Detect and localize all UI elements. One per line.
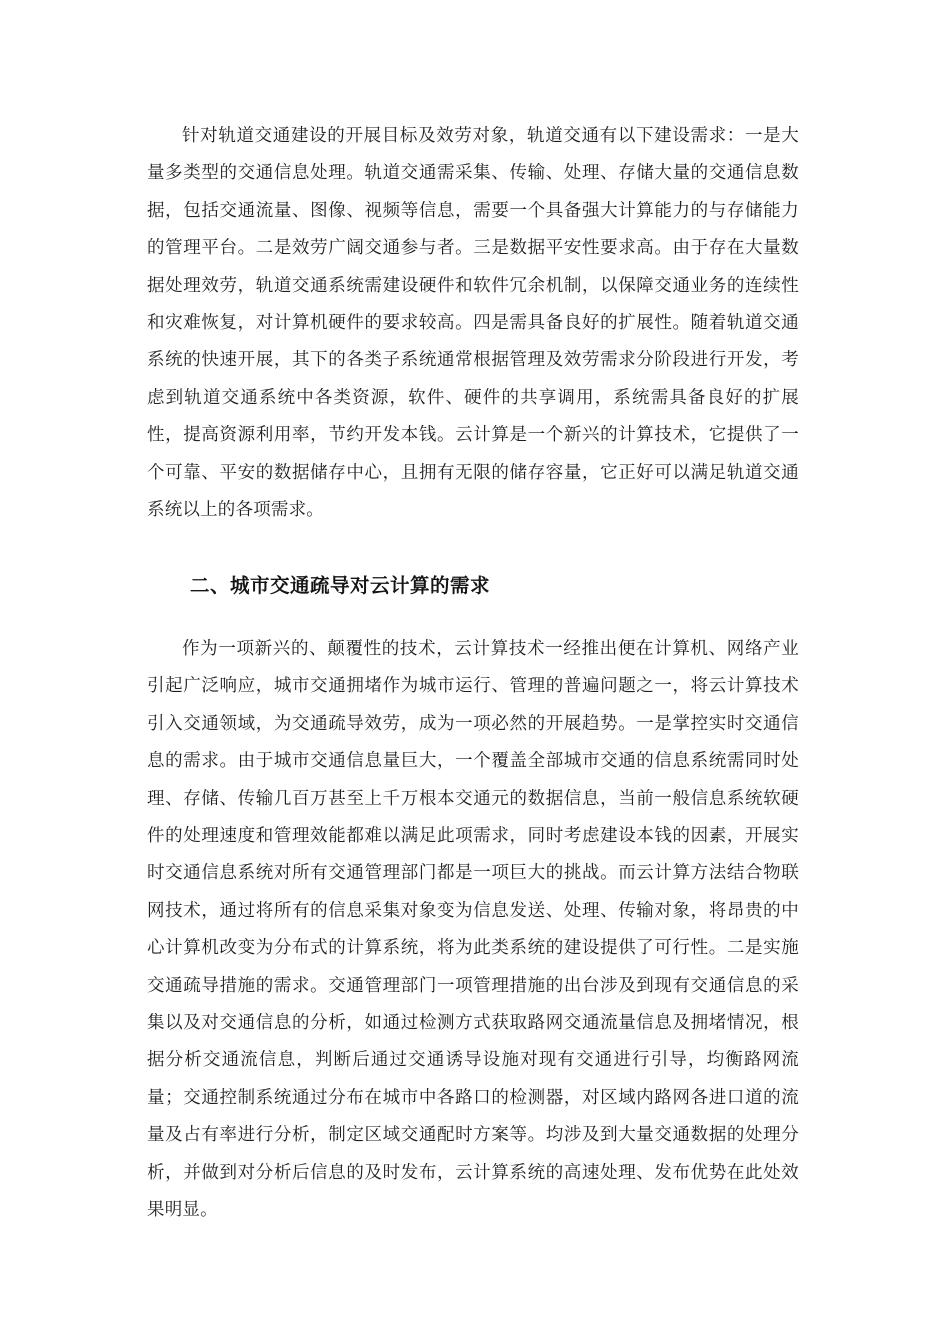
paragraph-traffic-guidance-needs: 作为一项新兴的、颠覆性的技术，云计算技术一经推出便在计算机、网络产业引起广泛响应，城市交通拥堵作为城市运行、管理的普遍问题之一，将云计算技术引入交通领域，为交通疏导效劳，成为一项必然的开展趋势。一是掌控实时交通信息的需求。由于城市交通信息量巨大，一个覆盖全部城市交通的信息系统需同时处理、存储、传输几百万甚至上千万根本交通元的数据信息，当前一般信息系统软硬件的处理速度和管理效能都难以满足此项需求，同时考虑建设本钱的因素，开展实时交通信息系统对所有交通管理部门都是一项巨大的挑战。而云计算方法结合物联网技术，通过将所有的信息采集对象变为信息发送、处理、传输对象，将昂贵的中心计算机改变为分布式的计算系统，将为此类系统的建设提供了可行性。二是实施交通疏导措施的需求。交通管理部门一项管理措施的出台涉及到现有交通信息的采集以及对交通信息的分析，如通过检测方式获取路网交通流量信息及拥堵情况，根据分析交通流信息，判断后通过交通诱导设施对现有交通进行引导，均衡路网流量；交通控制系统通过分布在城市中各路口的检测器，对区域内路网各进口道的流量及占有率进行分析，制定区域交通配时方案等。均涉及到大量交通数据的处理分析，并做到对分析后信息的及时发布，云计算系统的高速处理、发布优势在此处效果明显。 [147,639,799,1221]
paragraph-rail-transit-needs: 针对轨道交通建设的开展目标及效劳对象，轨道交通有以下建设需求：一是大量多类型的交通信息处理。轨道交通需采集、传输、处理、存储大量的交通信息数据，包括交通流量、图像、视频等信息，需要一个具备强大计算能力的与存储能力的管理平台。二是效劳广阔交通参与者。三是数据平安性要求高。由于存在大量数据处理效劳，轨道交通系统需建设硬件和软件冗余机制，以保障交通业务的连续性和灾难恢复，对计算机硬件的要求较高。四是需具备良好的扩展性。随着轨道交通系统的快速开展，其下的各类子系统通常根据管理及效劳需求分阶段进行开发，考虑到轨道交通系统中各类资源，软件、硬件的共享调用，系统需具备良好的扩展性，提高资源利用率，节约开发本钱。云计算是一个新兴的计算技术，它提供了一个可靠、平安的数据储存中心，且拥有无限的储存容量，它正好可以满足轨道交通系统以上的各项需求。 [147,126,799,521]
section-one-body [147,118,799,529]
section-heading: 二、城市交通疏导对云计算的需求 [190,574,491,597]
section-two-body [147,631,799,1230]
